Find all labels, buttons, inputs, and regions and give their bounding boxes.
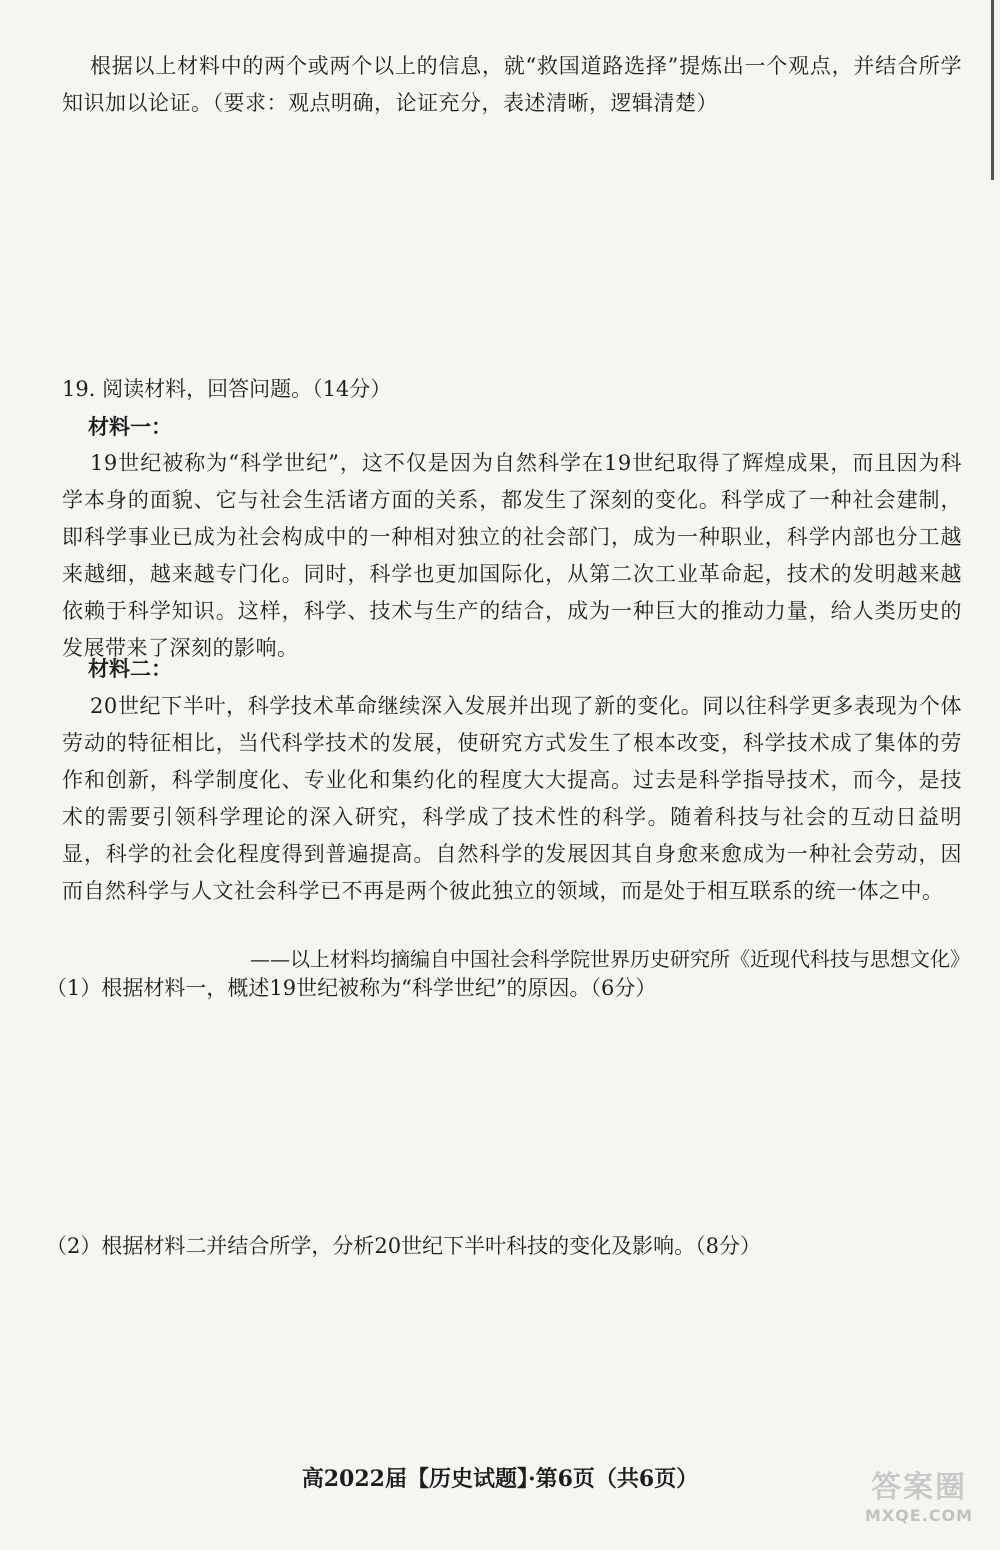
question-19-heading: 19. 阅读材料，回答问题。（14分）	[62, 377, 392, 401]
page-footer: 高2022届【历史试题】·第6页（共6页）	[301, 1466, 699, 1492]
material-1-text: 19世纪被称为“科学世纪”，这不仅是因为自然科学在19世纪取得了辉煌成果，而且因为科学本身的面貌、它与社会生活诸方面的关系，都发生了深刻的变化。科学成了一种社会建制，即科学事业已成为社会构成中的一种相对独立的社会部门，成为一种职业，科学内部也分工越来越细，越来越专门化。同时，科学也更加国际化，从第二次工业革命起，技术的发明越来越依赖于科学知识。这样，科学、技术与生产的结合，成为一种巨大的推动力量，给人类历史的发展带来了深刻的影响。	[62, 451, 962, 660]
top-prompt: 根据以上材料中的两个或两个以上的信息，就“救国道路选择”提炼出一个观点，并结合所学知识加以论证。（要求：观点明确，论证充分，表述清晰，逻辑清楚）	[62, 54, 962, 115]
watermark-site: MXQE.COM	[864, 1506, 974, 1525]
sub-question-2: （2）根据材料二并结合所学，分析20世纪下半叶科技的变化及影响。（8分）	[46, 1234, 761, 1258]
material-1-label: 材料一：	[88, 414, 172, 439]
material-source: ——以上材料均摘编自中国社会科学院世界历史研究所《近现代科技与思想文化》	[250, 947, 970, 971]
material-2-text: 20世纪下半叶，科学技术革命继续深入发展并出现了新的变化。同以往科学更多表现为个体劳动的特征相比，当代科学技术的发展，使研究方式发生了根本改变，科学技术成了集体的劳作和创新，科学制度化、专业化和集约化的程度大大提高。过去是科学指导技术，而今，是技术的需要引领科学理论的深入研究，科学成了技术性的科学。随着科技与社会的互动日益明显，科学的社会化程度得到普遍提高。自然科学的发展因其自身愈来愈成为一种社会劳动，因而自然科学与人文社会科学已不再是两个彼此独立的领域，而是处于相互联系的统一体之中。	[62, 694, 962, 903]
watermark-logo-text: 答案圈	[871, 1470, 967, 1505]
sub-question-1: （1）根据材料一，概述19世纪被称为“科学世纪”的原因。（6分）	[46, 976, 657, 1000]
watermark-logo	[864, 1470, 974, 1530]
page-edge-line	[991, 0, 994, 180]
material-2-label: 材料二：	[88, 656, 172, 681]
